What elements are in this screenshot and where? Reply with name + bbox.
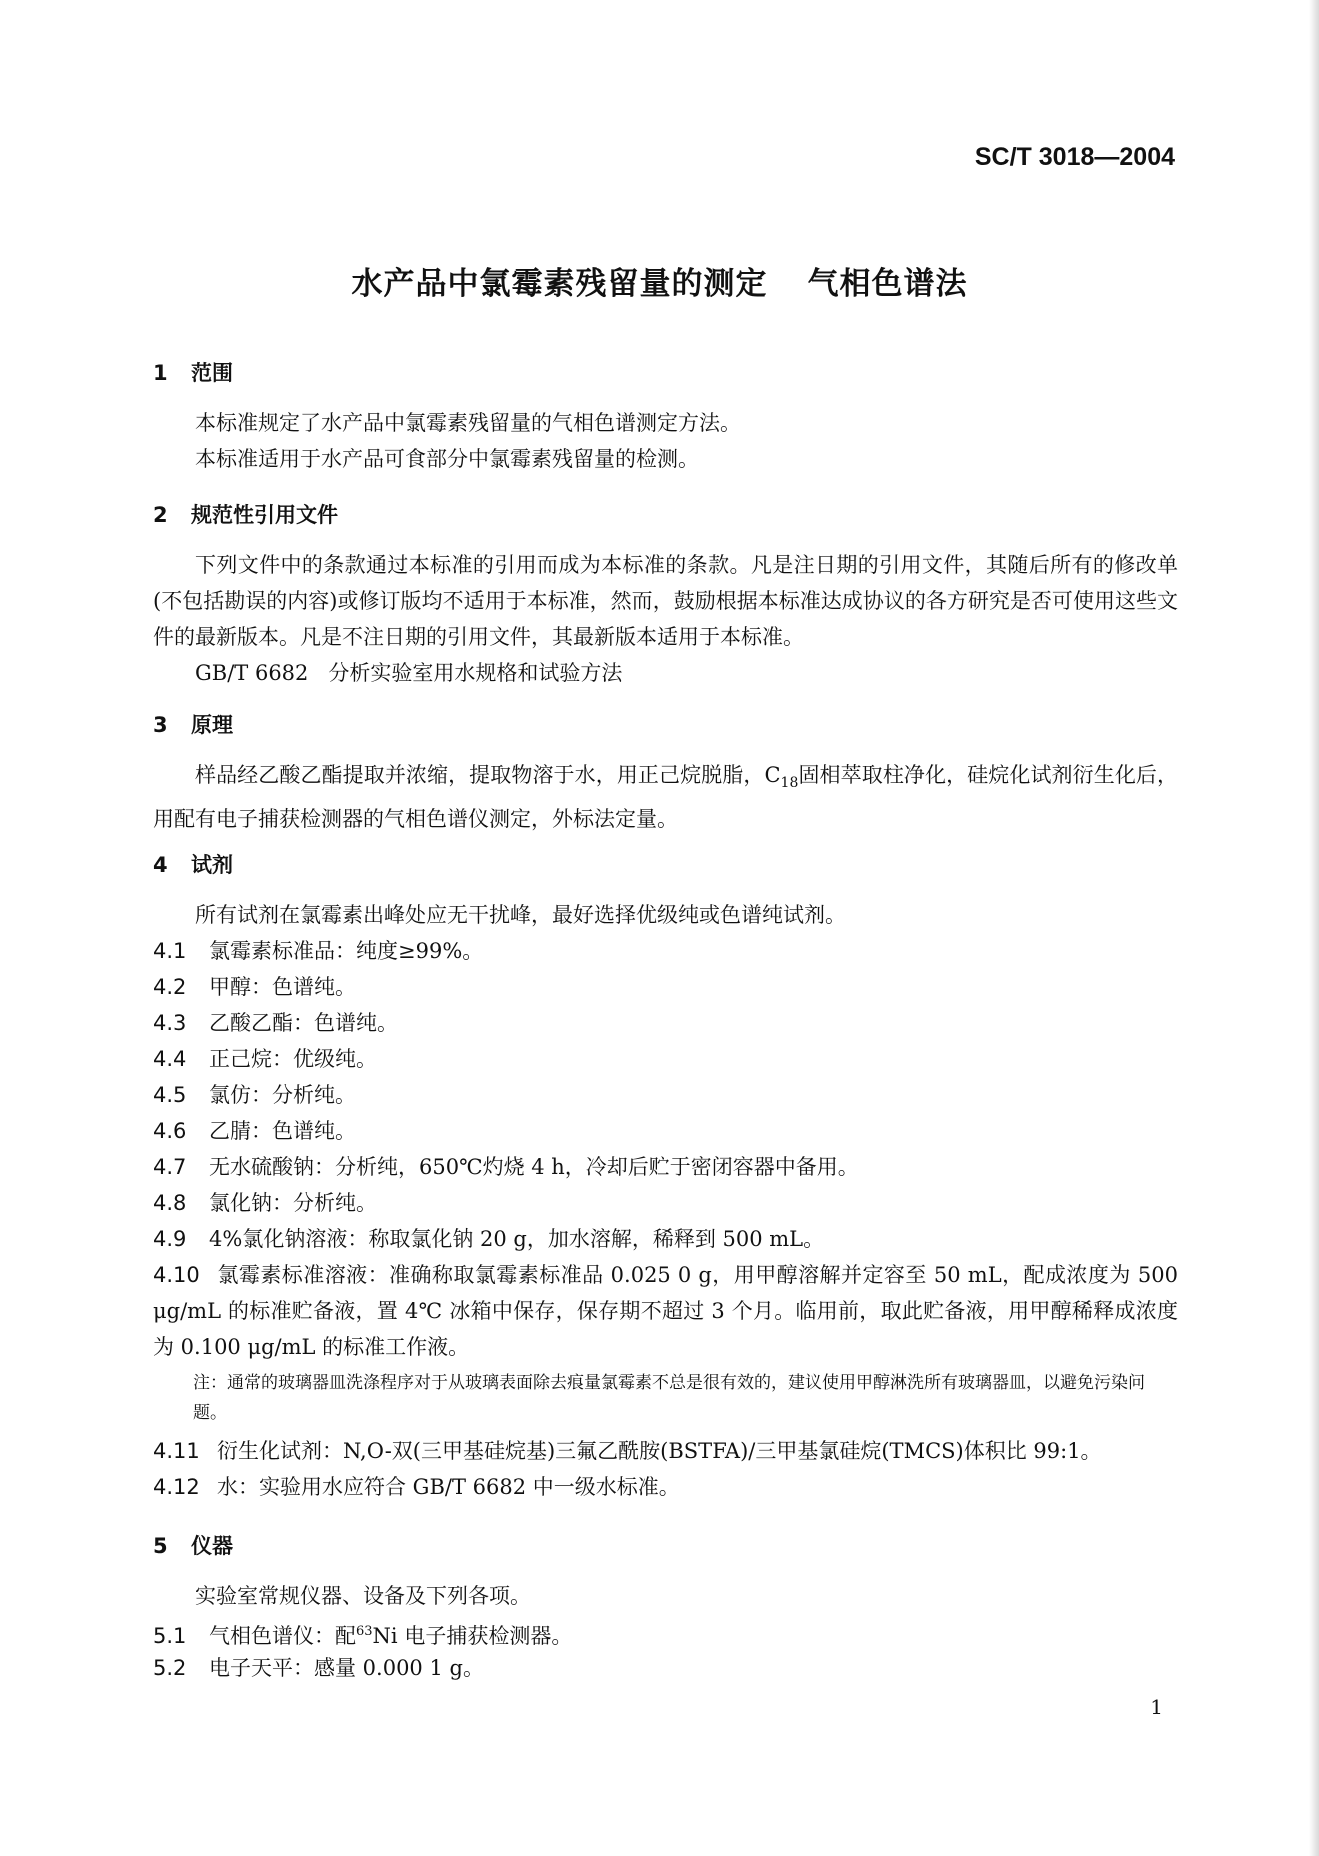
section-title: 规范性引用文件 (191, 503, 338, 527)
reagent-item (153, 969, 356, 1005)
reagent-item (153, 933, 483, 969)
principle-subscript: 18 (780, 775, 799, 792)
item-number: 4.3 (153, 1011, 187, 1035)
item-text: 氯仿：分析纯。 (209, 1083, 356, 1107)
reagent-item (153, 1005, 398, 1041)
item-text: 正己烷：优级纯。 (209, 1047, 377, 1071)
title-main: 水产品中氯霉素残留量的测定 (351, 266, 768, 302)
section-title: 仪器 (191, 1534, 233, 1558)
item-number: 4.4 (153, 1047, 187, 1071)
section-3-heading (153, 709, 233, 739)
section-number: 3 (153, 713, 168, 737)
reagent-item (153, 1433, 1102, 1469)
section-2-paragraph: 下列文件中的条款通过本标准的引用而成为本标准的条款。凡是注日期的引用文件，其随后所有的修改单(不包括勘误的内容)或修订版均不适用于本标准，然而，鼓励根据本标准达成协议的各方研究是否可使用这些文件的最新版本。凡是不注日期的引用文件，其最新版本适用于本标准。 (153, 553, 1178, 649)
section-title: 范围 (191, 361, 233, 385)
item-number: 4.1 (153, 939, 187, 963)
item-text: 乙腈：色谱纯。 (209, 1119, 356, 1143)
section-1-paragraph-2: 本标准适用于水产品可食部分中氯霉素残留量的检测。 (195, 447, 699, 471)
instrument-item (153, 1650, 484, 1686)
reagent-item (153, 1113, 356, 1149)
standard-number: SC/T 3018—2004 (974, 143, 1175, 171)
reagent-item (153, 1469, 680, 1505)
item-number: 4.9 (153, 1227, 187, 1251)
reference-title: 分析实验室用水规格和试验方法 (328, 661, 623, 685)
item-text: 无水硫酸钠：分析纯，650℃灼烧 4 h，冷却后贮于密闭容器中备用。 (209, 1155, 859, 1179)
item-number: 4.7 (153, 1155, 187, 1179)
principle-text-part-2: 固相萃取柱净化，硅烷化试剂衍生化后，用配有电子捕获检测器的气相色谱仪测定，外标法定量。 (153, 763, 1178, 832)
reagent-item (153, 1185, 377, 1221)
principle-text-part-1: 样品经乙酸乙酯提取并浓缩，提取物溶于水，用正己烷脱脂，C (195, 763, 781, 787)
item-number: 5.1 (153, 1624, 187, 1648)
item-text-part-2: Ni 电子捕获检测器。 (372, 1624, 573, 1648)
section-1-paragraph-1: 本标准规定了水产品中氯霉素残留量的气相色谱测定方法。 (195, 411, 741, 435)
section-title: 原理 (191, 713, 233, 737)
section-5-heading (153, 1530, 233, 1560)
item-text: 电子天平：感量 0.000 1 g。 (209, 1656, 484, 1680)
reagent-item (153, 1041, 377, 1077)
section-title: 试剂 (191, 853, 233, 877)
reagent-item (153, 1221, 824, 1257)
section-5-intro: 实验室常规仪器、设备及下列各项。 (195, 1584, 531, 1608)
item-number: 4.12 (153, 1475, 200, 1499)
item-text: 氯霉素标准品：纯度≥99%。 (209, 939, 484, 963)
section-2-heading (153, 499, 338, 529)
section-number: 2 (153, 503, 168, 527)
note-label: 注： (193, 1373, 227, 1393)
normative-reference (195, 655, 622, 691)
item-text: 水：实验用水应符合 GB/T 6682 中一级水标准。 (217, 1475, 680, 1499)
item-text-part-1: 气相色谱仪：配 (209, 1624, 356, 1648)
page-number: 1 (1150, 1695, 1163, 1719)
reference-code: GB/T 6682 (195, 661, 309, 685)
section-3-paragraph (153, 757, 1178, 837)
isotope-superscript: 63 (356, 1624, 373, 1639)
item-text: 氯化钠：分析纯。 (209, 1191, 377, 1215)
item-number: 4.10 (153, 1263, 200, 1287)
reagent-item (153, 1257, 1178, 1365)
reagent-item (153, 1077, 356, 1113)
item-number: 4.8 (153, 1191, 187, 1215)
item-number: 4.2 (153, 975, 187, 999)
section-number: 5 (153, 1534, 168, 1558)
item-number: 4.6 (153, 1119, 187, 1143)
item-text: 衍生化试剂：N,O-双(三甲基硅烷基)三氟乙酰胺(BSTFA)/三甲基氯硅烷(TMCS)体积比 99:1。 (217, 1439, 1102, 1463)
item-number: 4.11 (153, 1439, 200, 1463)
section-number: 1 (153, 361, 168, 385)
document-title (0, 258, 1319, 303)
section-4-intro: 所有试剂在氯霉素出峰处应无干扰峰，最好选择优级纯或色谱纯试剂。 (195, 903, 846, 927)
section-4-heading (153, 849, 233, 879)
note-text: 通常的玻璃器皿洗涤程序对于从玻璃表面除去痕量氯霉素不总是很有效的，建议使用甲醇淋洗所有玻璃器皿，以避免污染问题。 (193, 1373, 1145, 1423)
section-number: 4 (153, 853, 168, 877)
section-1-heading (153, 357, 233, 387)
item-text: 4%氯化钠溶液：称取氯化钠 20 g，加水溶解，稀释到 500 mL。 (209, 1227, 825, 1251)
reagent-item (153, 1149, 859, 1185)
item-number: 4.5 (153, 1083, 187, 1107)
note (193, 1368, 1178, 1428)
item-text: 氯霉素标准溶液：准确称取氯霉素标准品 0.025 0 g，用甲醇溶解并定容至 50 mL，配成浓度为 500 μg/mL 的标准贮备液，置 4℃ 冰箱中保存，保存期不超过 3 个月。临用前，取此贮备液，用甲醇稀释成浓度为 0.100 μg/mL 的标准工作液。 (153, 1263, 1178, 1359)
item-number: 5.2 (153, 1656, 187, 1680)
item-text: 乙酸乙酯：色谱纯。 (209, 1011, 398, 1035)
title-method: 气相色谱法 (807, 266, 968, 302)
item-text: 甲醇：色谱纯。 (209, 975, 356, 999)
instrument-item (153, 1614, 572, 1654)
